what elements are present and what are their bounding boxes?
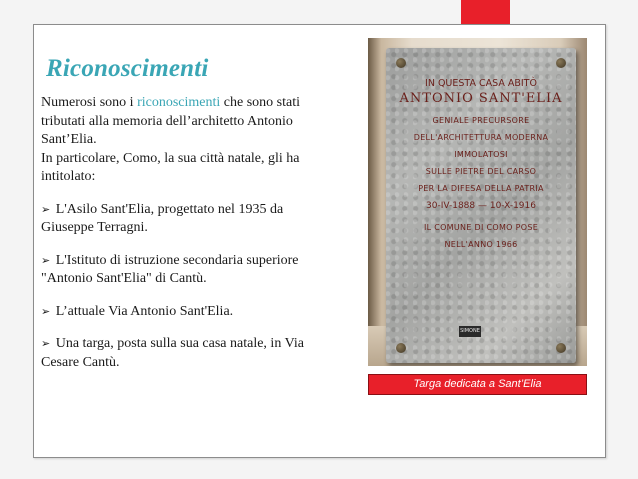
inscription-line: SULLE PIETRE DEL CARSO xyxy=(425,167,537,176)
arrow-bullet-icon: ➢ xyxy=(41,202,51,216)
screw-icon xyxy=(396,343,406,353)
inscription-line: IMMOLATOSI xyxy=(454,150,508,159)
inscription-line: GENIALE PRECURSORE xyxy=(432,116,530,125)
bullet-text: L'Istituto di istruzione secondaria superiore "Antonio Sant'Elia" di Cantù. xyxy=(41,252,299,286)
slide-body xyxy=(41,94,331,372)
bullet-item xyxy=(41,335,331,372)
screw-icon xyxy=(556,343,566,353)
screw-icon xyxy=(396,58,406,68)
intro-highlight: riconoscimenti xyxy=(137,95,221,110)
bullet-text: L'Asilo Sant'Elia, progettato nel 1935 da Giuseppe Terragni. xyxy=(41,201,284,235)
arrow-bullet-icon: ➢ xyxy=(41,304,51,318)
inscription-line: PER LA DIFESA DELLA PATRIA xyxy=(418,184,544,193)
memorial-plaque xyxy=(386,48,576,363)
arrow-bullet-icon: ➢ xyxy=(41,253,51,267)
inscription-line: 30-IV-1888 — 10-X-1916 xyxy=(426,201,536,211)
plaque-photo xyxy=(368,38,587,366)
screw-icon xyxy=(556,58,566,68)
maker-mark: SIMONE xyxy=(459,326,481,337)
plaque-inscription xyxy=(386,78,576,257)
accent-tab xyxy=(461,0,510,24)
intro-after: che sono stati tributati alla memoria dell’architetto Antonio Sant’Elia. xyxy=(41,95,300,147)
particular-paragraph: In particolare, Como, la sua città natale, gli ha intitolato: xyxy=(41,150,300,184)
photo-caption: Targa dedicata a Sant’Elia xyxy=(368,374,587,395)
inscription-line: IL COMUNE DI COMO POSE xyxy=(423,223,539,232)
arrow-bullet-icon: ➢ xyxy=(41,337,51,350)
inscription-line: NELL'ANNO 1966 xyxy=(444,240,518,249)
bullet-text: L’attuale Via Antonio Sant'Elia. xyxy=(55,303,234,319)
bullet-item xyxy=(41,303,331,322)
slide-title: Riconoscimenti xyxy=(46,55,209,82)
inscription-line: DELL'ARCHITETTURA MODERNA xyxy=(413,133,549,142)
intro-before: Numerosi sono i xyxy=(41,95,138,110)
intro-paragraph xyxy=(41,94,331,150)
inscription-line: IN QUESTA CASA ABITÒ xyxy=(425,78,537,89)
bullet-item xyxy=(41,252,331,289)
bullet-text: Una targa, posta sulla sua casa natale, in Via Cesare Cantù. xyxy=(41,336,304,370)
inscription-line: ANTONIO SANT'ELIA xyxy=(399,91,563,106)
bullet-item xyxy=(41,201,331,238)
